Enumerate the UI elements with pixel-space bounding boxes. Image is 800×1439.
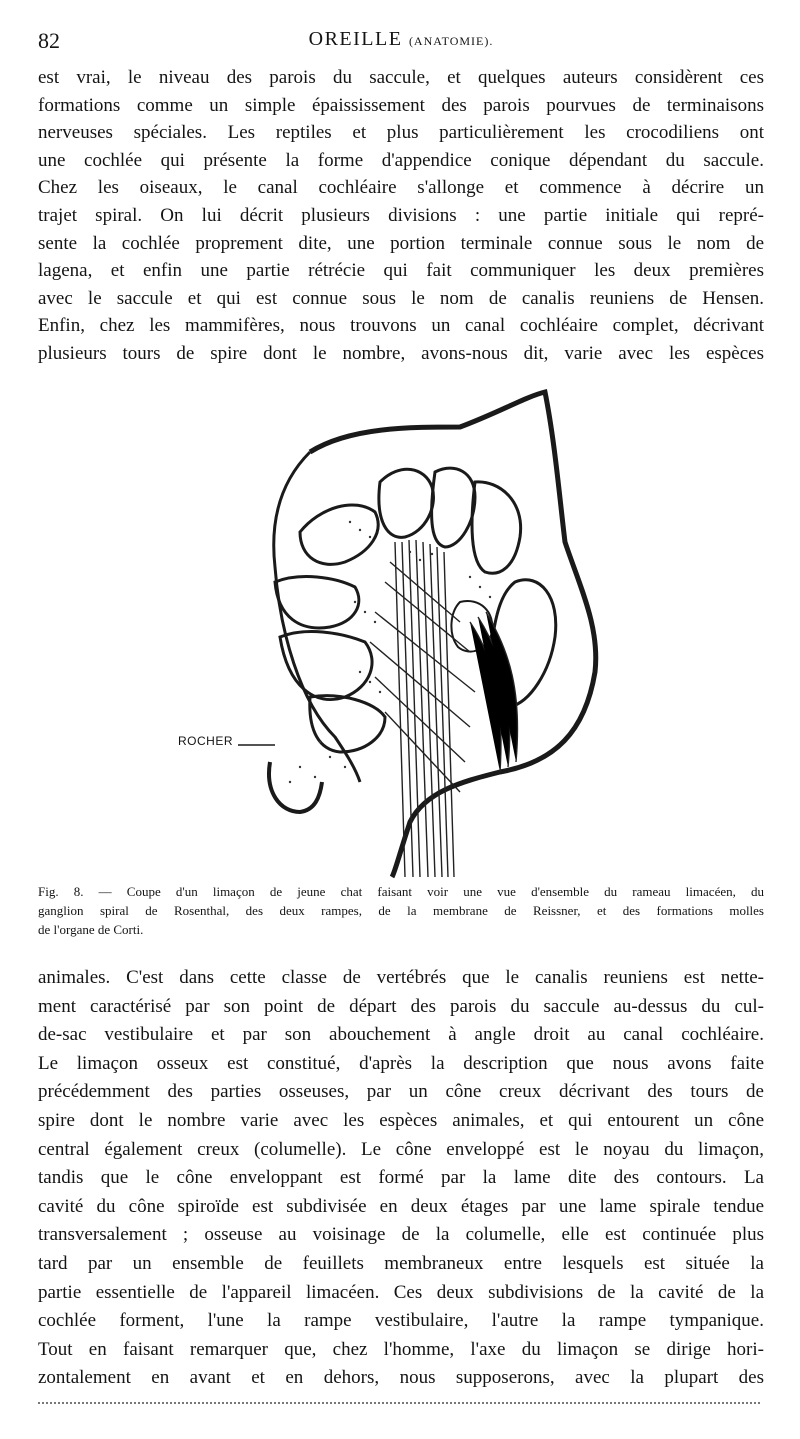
text-line: de-sac vestibulaire et par son abouchement à angle droit au canal cochléaire. (38, 1024, 764, 1046)
text-line: sente la cochlée proprement dite, une portion terminale connue sous le nom de (38, 232, 764, 254)
caption-line: Fig. 8. — Coupe d'un limaçon de jeune chat faisant voir une vue d'ensemble du rameau limacéen, du (38, 884, 764, 899)
running-head (38, 28, 764, 51)
caption-line: ganglion spiral de Rosenthal, des deux rampes, de la membrane de Reissner, et des formations molles (38, 903, 764, 918)
text-line: central également creux (columelle). Le cône enveloppé est le noyau du limaçon, (38, 1138, 764, 1160)
text-line: lagena, et enfin une partie rétrécie qui fait communiquer les deux premières (38, 260, 764, 282)
text-line: spire dont le nombre varie avec les espèces animales, et qui entourent un cône (38, 1109, 764, 1131)
cochlea-engraving (170, 372, 630, 882)
running-head-subtitle: (ANATOMIE). (408, 34, 494, 48)
text-line: est vrai, le niveau des parois du saccule, et quelques auteurs considèrent ces (38, 67, 764, 88)
text-line: ment caractérisé par son point de départ des parois du saccule au-dessus du cul- (38, 995, 764, 1017)
text-line: Tout en faisant remarquer que, chez l'homme, l'axe du limaçon se dirige hori- (38, 1338, 764, 1360)
text-line: précédemment des parties osseuses, par un cône creux décrivant des tours de (38, 1081, 764, 1103)
footer-dotted-rule (38, 1402, 760, 1406)
text-line: animales. C'est dans cette classe de vertébrés que le canalis reuniens est nette- (38, 967, 764, 988)
text-line: Chez les oiseaux, le canal cochléaire s'allonge et commence à décrire un (38, 177, 764, 199)
text-line: tard par un ensemble de feuillets membraneux entre lesquels est située la (38, 1252, 764, 1274)
text-line: avec le saccule et qui est connue sous le nom de canalis reuniens de Hensen. (38, 287, 764, 309)
cochlea-illustration (170, 372, 630, 882)
body-text-bottom (38, 964, 764, 1393)
text-line: nerveuses spéciales. Les reptiles et plus particulièrement les crocodiliens ont (38, 122, 764, 144)
page-number: 82 (38, 28, 60, 53)
caption-line: de l'organe de Corti. (38, 922, 144, 937)
text-line: formations comme un simple épaississement des parois pourvues de terminaisons (38, 94, 764, 116)
figure-caption (38, 882, 764, 939)
text-line: Enfin, chez les mammifères, nous trouvons un canal cochléaire complet, décrivant (38, 315, 764, 337)
text-line: Le limaçon osseux est constitué, d'après la description que nous avons faite (38, 1052, 764, 1074)
figure-label-rocher: ROCHER (178, 734, 234, 748)
text-line: plusieurs tours de spire dont le nombre, avons-nous dit, varie avec les espèces (38, 342, 764, 364)
text-line: cochlée forment, l'une la rampe vestibulaire, l'autre la rampe tympanique. (38, 1310, 764, 1332)
body-text-top (38, 64, 764, 368)
text-line: partie essentielle de l'appareil limacéen. Ces deux subdivisions de la cavité de la (38, 1281, 764, 1303)
text-line: zontalement en avant et en dehors, nous supposerons, avec la plupart des (38, 1367, 764, 1389)
running-head-title: OREILLE (308, 28, 403, 50)
text-line: cavité du cône spiroïde est subdivisée en deux étages par une lame spirale tendue (38, 1195, 764, 1217)
text-line: transversalement ; osseuse au voisinage de la columelle, elle est continuée plus (38, 1224, 764, 1246)
text-line: une cochlée qui présente la forme d'appendice conique dépendant du saccule. (38, 149, 764, 171)
text-line: tandis que le cône enveloppant est formé par la lame dite des contours. La (38, 1167, 764, 1189)
text-line: trajet spiral. On lui décrit plusieurs divisions : une partie initiale qui repré- (38, 204, 764, 226)
page-header (38, 28, 764, 58)
